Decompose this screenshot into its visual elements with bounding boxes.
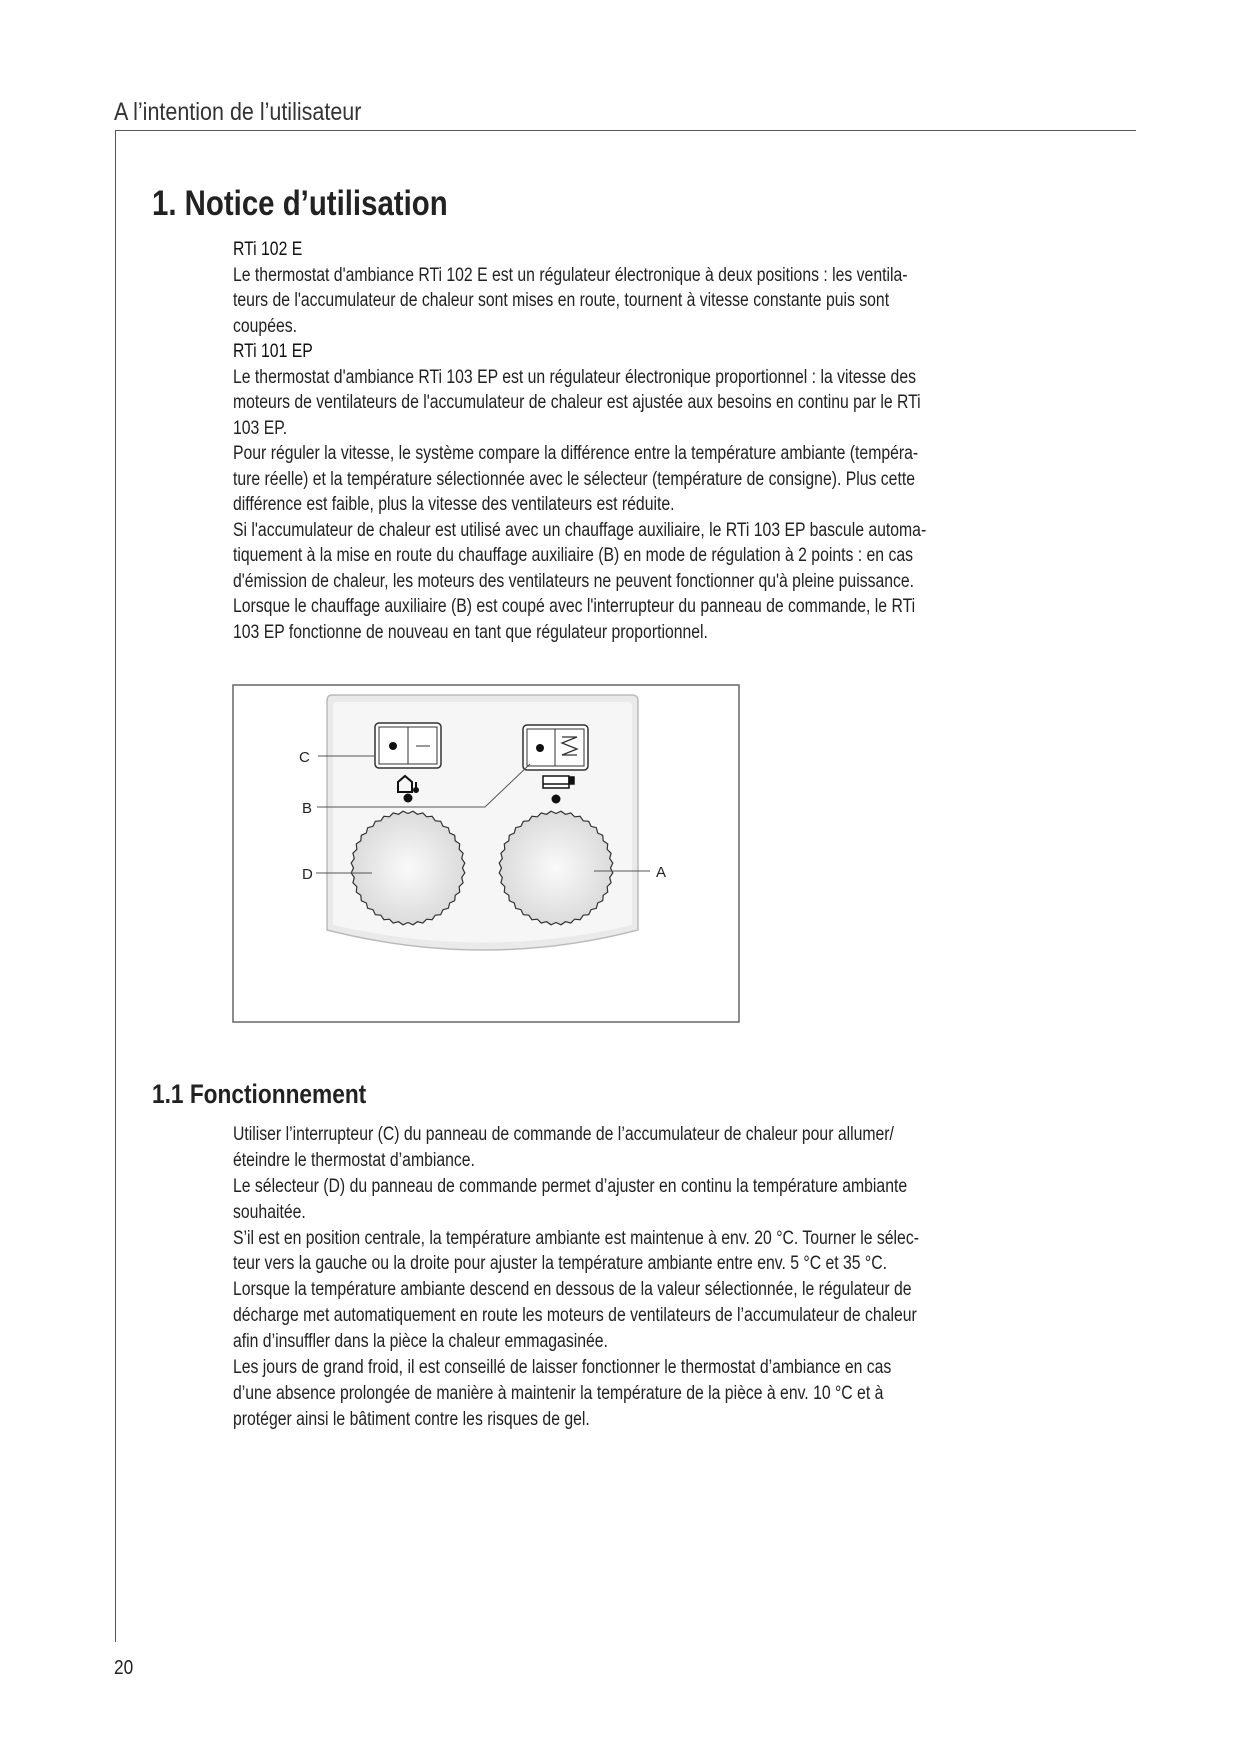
text-line: Le thermostat d'ambiance RTi 103 EP est un régulateur électronique proportionnel : la vitesse des [233, 366, 916, 388]
running-header: A l’intention de l’utilisateur [114, 98, 362, 126]
text-line: tiquement à la mise en route du chauffage auxiliaire (B) en mode de régulation à 2 points : en cas [233, 545, 913, 566]
text-line: protéger ainsi le bâtiment contre les risques de gel. [233, 1408, 590, 1430]
label-b: B [302, 800, 313, 817]
text-line: teur vers la gauche ou la droite pour ajuster la température ambiante entre env. 5 °C et 35 °C. [233, 1253, 888, 1275]
text-line: Utiliser l’interrupteur (C) du panneau de commande de l’accumulateur de chaleur pour allumer/ [233, 1124, 894, 1145]
subsection-title: 1.1 Fonctionnement [152, 1079, 367, 1109]
text-line: S’il est en position centrale, la température ambiante est maintenue à env. 20 °C. Tourner le sélec- [233, 1227, 919, 1249]
section-title: 1. Notice d’utilisation [152, 184, 448, 223]
text-line: Lorsque la température ambiante descend en dessous de la valeur sélectionnée, le régulateur de [233, 1279, 912, 1301]
text-line: moteurs de ventilateurs de l'accumulateur de chaleur est ajustée aux besoins en continu par le RTi [233, 392, 921, 413]
text-line: Le thermostat d'ambiance RTi 102 E est un régulateur électronique à deux positions : les ventila- [233, 264, 908, 286]
page-number: 20 [114, 1657, 134, 1679]
text-line: 103 EP. [233, 417, 288, 439]
text-line: souhaitée. [233, 1201, 306, 1223]
text-line: Lorsque le chauffage auxiliaire (B) est coupé avec l'interrupteur du panneau de commande, le RTi [233, 596, 916, 617]
label-c: C [299, 749, 310, 766]
text-line: Si l'accumulateur de chaleur est utilisé avec un chauffage auxiliaire, le RTi 103 EP bascule automa- [233, 519, 927, 541]
text-line: Le sélecteur (D) du panneau de commande permet d’ajuster en continu la température ambiante [233, 1175, 908, 1197]
text-line: éteindre le thermostat d’ambiance. [233, 1149, 475, 1171]
text-line: d’une absence prolongée de manière à maintenir la température de la pièce à env. 10 °C et à [233, 1382, 884, 1404]
switch-b-icon [523, 725, 588, 770]
selector-knob-a [499, 811, 613, 925]
text-line: d'émission de chaleur, les moteurs des ventilateurs ne peuvent fonctionner qu'à pleine puissance. [233, 570, 915, 592]
text-line: afin d’insuffler dans la pièce la chaleur emmagasinée. [233, 1331, 608, 1353]
text-line: différence est faible, plus la vitesse des ventilateurs est réduite. [233, 494, 675, 515]
subheading-rti-101ep: RTi 101 EP [233, 341, 313, 362]
switch-c-icon [375, 723, 441, 768]
section2-body [233, 1122, 1233, 1433]
indicator-led-left [404, 794, 413, 803]
text-line: coupées. [233, 315, 298, 337]
selector-knob-d [351, 811, 465, 925]
text-line: ture réelle) et la température sélectionnée avec le sélecteur (température de consigne). Plus cette [233, 468, 915, 490]
auxiliary-heater-icon [543, 776, 574, 788]
indicator-led-right [552, 795, 561, 804]
label-d: D [302, 866, 313, 883]
text-line: teurs de l'accumulateur de chaleur sont mises en route, tournent à vitesse constante puis sont [233, 290, 890, 311]
text-line: Les jours de grand froid, il est conseillé de laisser fonctionner le thermostat d’ambiance en cas [233, 1357, 892, 1379]
subheading-rti-102e: RTi 102 E [233, 239, 303, 260]
text-line: 103 EP fonctionne de nouveau en tant que régulateur proportionnel. [233, 621, 708, 643]
text-line: Pour réguler la vitesse, le système compare la différence entre la température ambiante (tempéra- [233, 443, 919, 464]
text-line: décharge met automatiquement en route les moteurs de ventilateurs de l’accumulateur de chaleur [233, 1305, 917, 1327]
label-a: A [656, 864, 667, 881]
